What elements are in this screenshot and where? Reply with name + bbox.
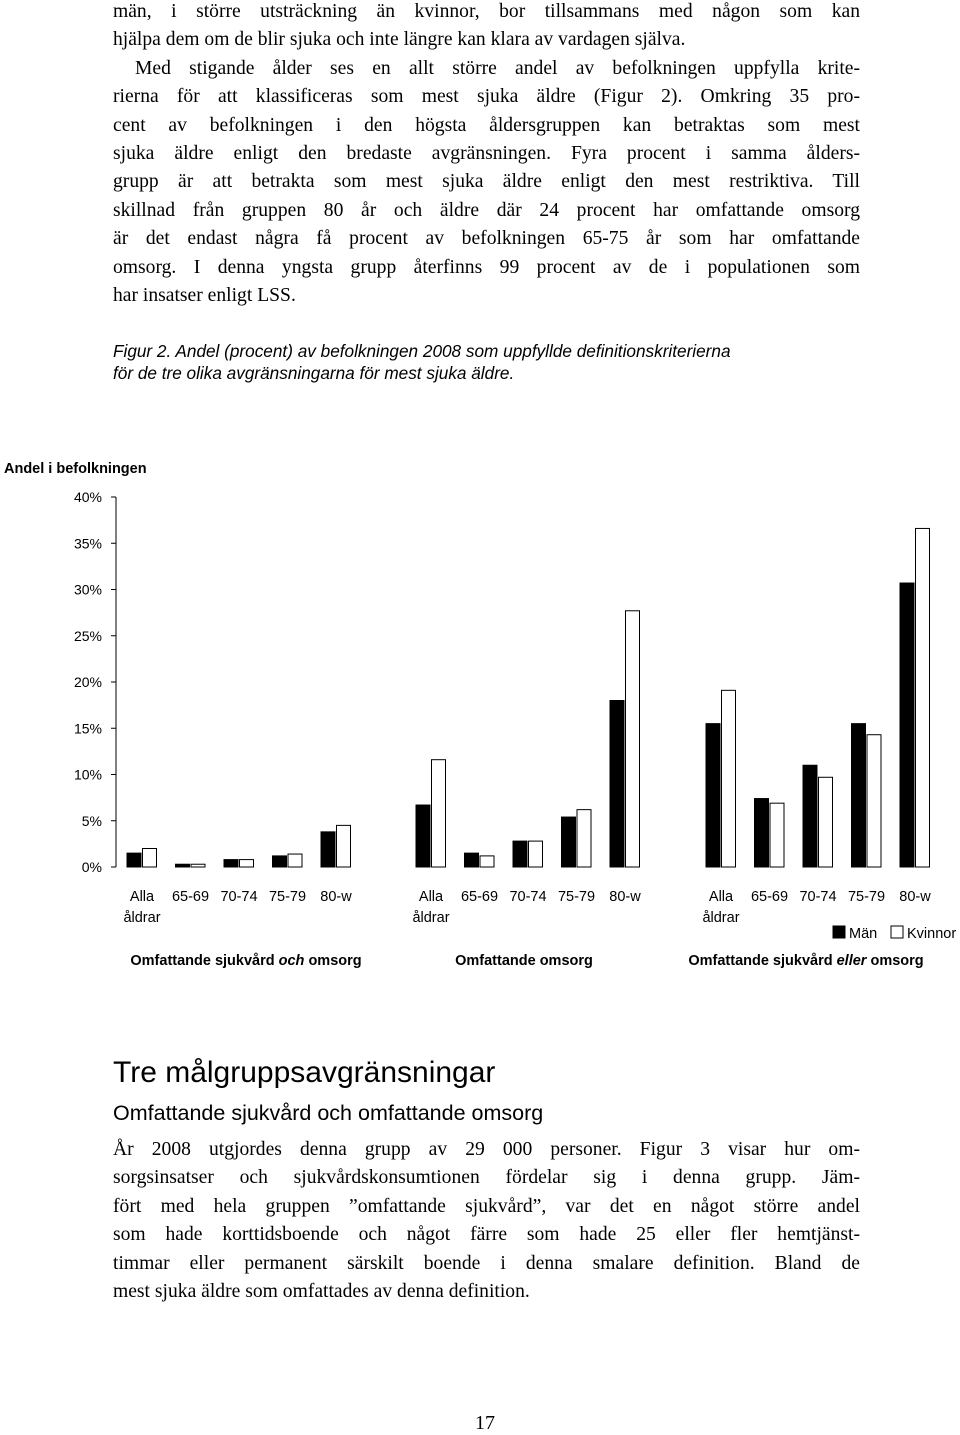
bar-man — [852, 724, 866, 867]
y-tick-label: 25% — [73, 627, 102, 644]
category-label: 75-79 — [268, 889, 307, 905]
bar-kvinna — [722, 690, 736, 867]
caption-text-line2: för de tre olika avgränsningarna för mest sjuka äldre. — [113, 362, 515, 383]
category-label: 65-69 — [750, 889, 789, 905]
body-paragraph — [113, 1136, 860, 1306]
bar-man — [562, 817, 576, 867]
bar-man — [900, 583, 914, 867]
bar-kvinna — [626, 611, 640, 867]
y-tick-label: 20% — [73, 674, 102, 690]
intro-line: grupp är att betrakta som mest sjuka äldre enligt den mest restriktiva. Till — [113, 171, 860, 193]
category-label: 80-w — [609, 889, 641, 905]
y-tick-label: 40% — [73, 489, 102, 505]
category-label: 65-69 — [460, 889, 499, 905]
bar-man — [610, 701, 624, 868]
section-subtitle: Omfattande sjukvård och omfattande omsorg — [113, 1101, 544, 1125]
category-label: 80-w — [899, 889, 931, 905]
bar-man — [755, 799, 769, 867]
intro-line: Med stigande ålder ses en allt större andel av befolkningen uppfylla krite- — [135, 57, 860, 79]
y-tick-label: 30% — [73, 581, 102, 598]
bar-kvinna — [337, 825, 351, 867]
bar-kvinna — [867, 735, 881, 867]
figure-label: Figur 2. — [113, 341, 172, 361]
group-label: Omfattande sjukvård eller omsorg — [688, 953, 924, 969]
y-tick-label: 5% — [81, 812, 102, 829]
category-label: 65-69 — [171, 889, 210, 905]
bar-man — [513, 841, 527, 867]
body-line: som hade korttidsboende och något färre som hade 25 eller fler hemtjänst- — [113, 1224, 860, 1246]
figure-caption — [113, 341, 873, 384]
intro-line: hjälpa dem om de blir sjuka och inte längre kan klara av vardagen själva. — [113, 29, 686, 51]
intro-line: har insatser enligt LSS. — [113, 285, 296, 307]
category-label: åldrar — [702, 910, 740, 926]
bar-kvinna — [819, 777, 833, 867]
y-axis-label: Andel i befolkningen — [4, 461, 147, 477]
y-tick-label: 10% — [73, 766, 102, 783]
bar-man — [176, 864, 190, 867]
y-tick-label: 35% — [73, 535, 102, 552]
bar-man — [706, 724, 720, 867]
category-label: 75-79 — [847, 889, 886, 905]
legend-label-man: Män — [849, 926, 878, 942]
bar-man — [465, 853, 479, 867]
bar-kvinna — [432, 760, 446, 867]
intro-line: omsorg. I denna yngsta grupp återfinns 99 procent av de i populationen som — [113, 256, 860, 278]
bar-kvinna — [577, 810, 591, 867]
category-label: Alla — [418, 889, 444, 905]
intro-line: är det endast några få procent av befolkningen 65-75 år som har omfattande — [113, 228, 860, 250]
legend-swatch-man — [833, 926, 845, 938]
caption-text: Andel (procent) av befolkningen 2008 som uppfyllde definitionskriterierna — [171, 341, 731, 361]
bar-kvinna — [770, 803, 784, 867]
bar-man — [803, 765, 817, 867]
bar-man — [127, 853, 141, 867]
bar-kvinna — [191, 864, 205, 867]
category-label: 70-74 — [220, 889, 258, 905]
body-line: sorgsinsatser och sjukvårdskonsumtionen fördelar sig i denna grupp. Jäm- — [113, 1167, 860, 1189]
category-label: åldrar — [412, 910, 450, 926]
bar-man — [224, 860, 238, 867]
category-label: Alla — [708, 889, 734, 905]
bar-chart — [0, 455, 960, 975]
body-line: timmar eller permanent särskilt boende i denna smalare definition. Bland de — [113, 1252, 860, 1274]
bar-kvinna — [143, 849, 157, 868]
bar-kvinna — [480, 856, 494, 867]
page-number: 17 — [475, 1412, 495, 1434]
legend-label-kvinna: Kvinnor — [907, 926, 957, 942]
intro-line: rierna för att klassificeras som mest sjuka äldre (Figur 2). Omkring 35 pro- — [113, 86, 860, 108]
bar-man — [321, 832, 335, 867]
bar-man — [273, 856, 287, 867]
category-label: 70-74 — [509, 889, 547, 905]
category-label: 70-74 — [799, 889, 837, 905]
body-line: År 2008 utgjordes denna grupp av 29 000 personer. Figur 3 visar hur om- — [113, 1139, 860, 1160]
category-label: Alla — [129, 889, 155, 905]
group-label: Omfattande sjukvård och omsorg — [130, 953, 362, 969]
body-line: fört med hela gruppen ”omfattande sjukvård”, var det en något större andel — [113, 1195, 860, 1217]
intro-line: sjuka äldre enligt den bredaste avgränsningen. Fyra procent i samma ålders- — [113, 143, 860, 165]
intro-line: cent av befolkningen i den högsta åldersgruppen kan betraktas som mest — [113, 114, 860, 136]
group-label: Omfattande omsorg — [455, 953, 593, 969]
bar-kvinna — [529, 841, 543, 867]
intro-line: skillnad från gruppen 80 år och äldre där 24 procent har omfattande omsorg — [113, 199, 860, 221]
y-tick-label: 0% — [81, 859, 102, 875]
bar-man — [416, 805, 430, 867]
legend-swatch-kvinna — [891, 926, 903, 938]
bar-kvinna — [240, 860, 254, 867]
category-label: 80-w — [320, 889, 352, 905]
bar-kvinna — [916, 528, 930, 867]
category-label: åldrar — [123, 910, 161, 926]
category-label: 75-79 — [557, 889, 596, 905]
y-tick-label: 15% — [73, 720, 102, 737]
bar-kvinna — [288, 854, 302, 867]
body-line: mest sjuka äldre som omfattades av denna definition. — [113, 1281, 530, 1303]
intro-paragraph — [113, 0, 860, 310]
intro-line: män, i större utsträckning än kvinnor, bor tillsammans med någon som kan — [113, 1, 860, 22]
section-title: Tre målgruppsavgränsningar — [113, 1056, 496, 1089]
